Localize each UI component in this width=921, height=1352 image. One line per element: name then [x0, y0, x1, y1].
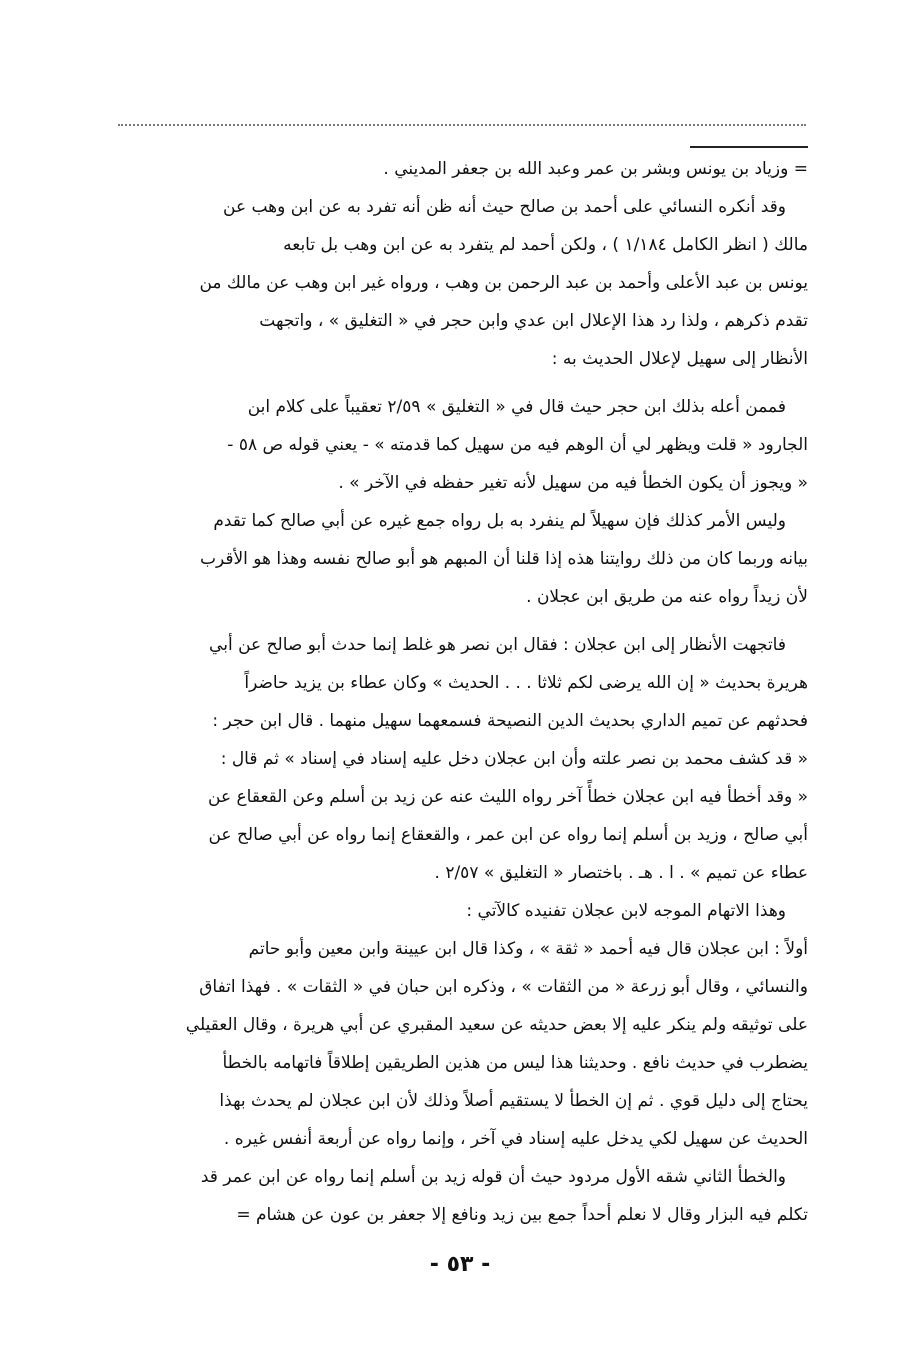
text-line: وقد أنكره النسائي على أحمد بن صالح حيث أنه ظن أنه تفرد به عن ابن وهب عن	[223, 197, 786, 217]
page-number: - ٥٣ -	[429, 1252, 491, 1277]
text-line: والخطأ الثاني شقه الأول مردود حيث أن قوله زيد بن أسلم إنما رواه عن ابن عمر قد	[200, 1167, 786, 1187]
paragraph-5	[100, 892, 808, 930]
text-line: « وقد أخطأ فيه ابن عجلان خطأً آخر رواه الليث عنه عن زيد بن أسلم وعن القعقاع عن	[208, 787, 808, 807]
text-line: « قد كشف محمد بن نصر علته وأن ابن عجلان دخل عليه إسناد في إسناد » ثم قال :	[220, 749, 808, 769]
text-line: وليس الأمر كذلك فإن سهيلاً لم ينفرد به بل رواه جمع غيره عن أبي صالح كما تقدم	[213, 511, 786, 531]
text-line: يحتاج إلى دليل قوي . ثم إن الخطأ لا يستقيم أصلاً وذلك لأن ابن عجلان لم يحدث بهذا	[219, 1091, 808, 1111]
paragraph-1	[100, 188, 808, 378]
footnote-separator-solid	[690, 146, 808, 148]
text-line: مالك ( انظر الكامل ١/١٨٤ ) ، ولكن أحمد لم يتفرد به عن ابن وهب بل تابعه	[283, 235, 808, 255]
text-line: لأن زيداً رواه عنه من طريق ابن عجلان .	[526, 587, 808, 607]
paragraph-6	[100, 930, 808, 1158]
text-line: أبي صالح ، وزيد بن أسلم إنما رواه عن ابن عمر ، والقعقاع إنما رواه عن أبي صالح عن	[208, 825, 808, 845]
text-line: وهذا الاتهام الموجه لابن عجلان تفنيده كالآتي :	[466, 901, 786, 921]
text-line: على توثيقه ولم ينكر عليه إلا بعض حديثه عن سعيد المقبري عن أبي هريرة ، وقال العقيلي	[185, 1015, 808, 1035]
text-line: فممن أعله بذلك ابن حجر حيث قال في « التغليق » ٢/٥٩ تعقيباً على كلام ابن	[247, 397, 786, 417]
text-line: تكلم فيه البزار وقال لا نعلم أحداً جمع بين زيد ونافع إلا جعفر بن عون عن هشام =	[236, 1205, 808, 1225]
text-line: أولاً : ابن عجلان قال فيه أحمد « ثقة » ، وكذا قال ابن عيينة وابن معين وأبو حاتم	[248, 939, 808, 959]
paragraph-2	[100, 388, 808, 502]
text-line: « ويجوز أن يكون الخطأ فيه من سهيل لأنه تغير حفظه في الآخر » .	[338, 473, 808, 493]
footnote-separator-dotted	[118, 124, 806, 126]
text-line: يونس بن عبد الأعلى وأحمد بن عبد الرحمن بن وهب ، ورواه غير ابن وهب عن مالك من	[199, 273, 808, 293]
text-line: هريرة بحديث « إن الله يرضى لكم ثلاثا . . . الحديث » وكان عطاء بن يزيد حاضراً	[244, 673, 808, 693]
paragraph-3	[100, 502, 808, 616]
text-line: فحدثهم عن تميم الداري بحديث الدين النصيحة فسمعهما سهيل منهما . قال ابن حجر :	[212, 711, 808, 731]
text-line: فاتجهت الأنظار إلى ابن عجلان : فقال ابن نصر هو غلط إنما حدث أبو صالح عن أبي	[209, 635, 786, 655]
page-text	[100, 150, 808, 1234]
text-line: يضطرب في حديث نافع . وحديثنا هذا ليس من هذين الطريقين إطلاقاً فاتهامه بالخطأ	[222, 1053, 808, 1073]
text-line: والنسائي ، وقال أبو زرعة « من الثقات » ، وذكره ابن حبان في « الثقات » . فهذا اتفاق	[199, 977, 808, 997]
text-line: بيانه وربما كان من ذلك روايتنا هذه إذا قلنا أن المبهم هو أبو صالح نفسه وهذا هو الأقرب	[199, 549, 808, 569]
text-line: تقدم ذكرهم ، ولذا رد هذا الإعلال ابن عدي وابن حجر في « التغليق » ، واتجهت	[259, 311, 808, 331]
text-line: الحديث عن سهيل لكي يدخل عليه إسناد في آخر ، وإنما رواه عن أربعة أنفس غيره .	[223, 1129, 808, 1149]
footnote-continuation: = وزياد بن يونس وبشر بن عمر وعبد الله بن جعفر المديني .	[383, 159, 808, 179]
paragraph-4	[100, 626, 808, 892]
text-line: الأنظار إلى سهيل لإعلال الحديث به :	[551, 349, 808, 369]
paragraph-7	[100, 1158, 808, 1234]
text-line: عطاء عن تميم » . ا . هـ . باختصار « التغليق » ٢/٥٧ .	[434, 863, 808, 883]
text-line: الجارود « قلت ويظهر لي أن الوهم فيه من سهيل كما قدمته » - يعني قوله ص ٥٨ -	[227, 435, 808, 455]
